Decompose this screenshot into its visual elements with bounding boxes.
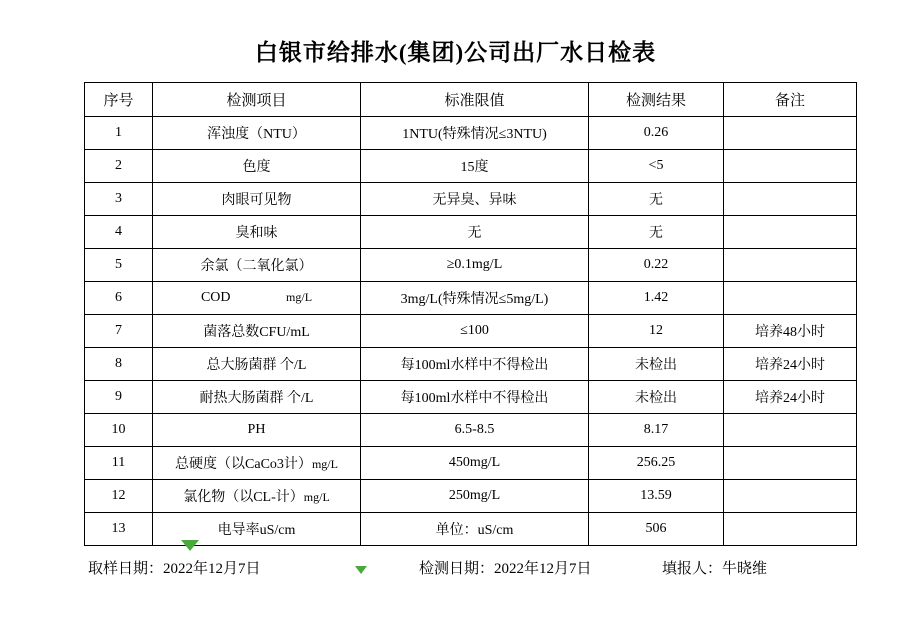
- table-row: [85, 117, 857, 150]
- cell-result: <5: [589, 150, 724, 183]
- cell-item: 浑浊度（NTU）: [153, 117, 361, 150]
- cell-no: 9: [85, 381, 153, 414]
- cell-item: 电导率uS/cm: [153, 513, 361, 546]
- cell-item: PH: [153, 414, 361, 447]
- cell-item: [153, 282, 361, 315]
- cell-no: 8: [85, 348, 153, 381]
- table-row: [85, 249, 857, 282]
- table-row: [85, 216, 857, 249]
- column-header-no: 序号: [85, 83, 153, 117]
- cell-result: 256.25: [589, 447, 724, 480]
- cell-remark: [724, 513, 857, 546]
- test-date: 检测日期：2022年12月7日: [419, 561, 592, 577]
- cell-no: 6: [85, 282, 153, 315]
- cell-item: 臭和味: [153, 216, 361, 249]
- cell-remark: 培养48小时: [724, 315, 857, 348]
- cell-no: 13: [85, 513, 153, 546]
- table-row: [85, 414, 857, 447]
- cell-item: [153, 447, 361, 480]
- table-header-row: [85, 83, 857, 117]
- column-header-remark: 备注: [724, 83, 857, 117]
- table-row: [85, 282, 857, 315]
- cell-result: 未检出: [589, 381, 724, 414]
- cell-result: 506: [589, 513, 724, 546]
- cell-no: 7: [85, 315, 153, 348]
- cell-limit: 250mg/L: [361, 480, 589, 513]
- cell-result: 1.42: [589, 282, 724, 315]
- table-row: [85, 150, 857, 183]
- cell-remark: 培养24小时: [724, 381, 857, 414]
- cell-result: 未检出: [589, 348, 724, 381]
- cell-limit: 15度: [361, 150, 589, 183]
- cell-limit: 1NTU(特殊情况≤3NTU): [361, 117, 589, 150]
- cell-result: 0.22: [589, 249, 724, 282]
- cell-result: 0.26: [589, 117, 724, 150]
- cell-item: 耐热大肠菌群 个/L: [153, 381, 361, 414]
- cell-result: 13.59: [589, 480, 724, 513]
- water-quality-table: [84, 82, 857, 546]
- cell-item-label: COD: [200, 290, 231, 305]
- green-triangle-marker-small-icon: [355, 566, 367, 574]
- column-header-item: 检测项目: [153, 83, 361, 117]
- cell-limit: 6.5-8.5: [361, 414, 589, 447]
- footer: [84, 549, 856, 585]
- cell-item: 总大肠菌群 个/L: [153, 348, 361, 381]
- cell-item-unit: mg/L: [303, 490, 330, 504]
- cell-no: 2: [85, 150, 153, 183]
- cell-remark: [724, 150, 857, 183]
- cell-item: 菌落总数CFU/mL: [153, 315, 361, 348]
- cell-no: 3: [85, 183, 153, 216]
- cell-remark: [724, 183, 857, 216]
- cell-item-label: 氯化物（以CL-计）: [183, 490, 304, 505]
- table-row: [85, 315, 857, 348]
- cell-item-unit: mg/L: [311, 457, 338, 471]
- table-row: [85, 513, 857, 546]
- filler-name: 填报人：牛晓维: [662, 561, 768, 577]
- cell-remark: [724, 480, 857, 513]
- cell-no: 12: [85, 480, 153, 513]
- cell-result: 无: [589, 216, 724, 249]
- table-row: [85, 348, 857, 381]
- cell-remark: 培养24小时: [724, 348, 857, 381]
- cell-item-label: 总硬度（以CaCo3计）: [175, 457, 312, 472]
- cell-remark: [724, 447, 857, 480]
- column-header-result: 检测结果: [589, 83, 724, 117]
- cell-item: 肉眼可见物: [153, 183, 361, 216]
- sample-date: 取样日期：2022年12月7日: [88, 561, 261, 577]
- column-header-limit: 标准限值: [361, 83, 589, 117]
- cell-remark: [724, 216, 857, 249]
- cell-limit: 每100ml水样中不得检出: [361, 348, 589, 381]
- cell-limit: 3mg/L(特殊情况≤5mg/L): [361, 282, 589, 315]
- green-triangle-marker-icon: [181, 540, 199, 551]
- table-row: [85, 480, 857, 513]
- cell-no: 1: [85, 117, 153, 150]
- cell-limit: 单位：uS/cm: [361, 513, 589, 546]
- cell-item: 色度: [153, 150, 361, 183]
- cell-result: 12: [589, 315, 724, 348]
- cell-remark: [724, 414, 857, 447]
- cell-remark: [724, 282, 857, 315]
- cell-no: 10: [85, 414, 153, 447]
- cell-no: 5: [85, 249, 153, 282]
- cell-remark: [724, 249, 857, 282]
- cell-limit: 无异臭、异味: [361, 183, 589, 216]
- cell-no: 11: [85, 447, 153, 480]
- cell-limit: ≤100: [361, 315, 589, 348]
- table-row: [85, 183, 857, 216]
- cell-limit: 无: [361, 216, 589, 249]
- cell-result: 无: [589, 183, 724, 216]
- cell-item-unit: mg/L: [286, 290, 313, 304]
- cell-no: 4: [85, 216, 153, 249]
- cell-limit: 每100ml水样中不得检出: [361, 381, 589, 414]
- page-title: 白银市给排水(集团)公司出厂水日检表: [254, 40, 657, 65]
- cell-limit: ≥0.1mg/L: [361, 249, 589, 282]
- table-row: [85, 447, 857, 480]
- cell-remark: [724, 117, 857, 150]
- cell-item: 余氯（二氧化氯）: [153, 249, 361, 282]
- table-row: [85, 381, 857, 414]
- cell-item: [153, 480, 361, 513]
- cell-limit: 450mg/L: [361, 447, 589, 480]
- cell-result: 8.17: [589, 414, 724, 447]
